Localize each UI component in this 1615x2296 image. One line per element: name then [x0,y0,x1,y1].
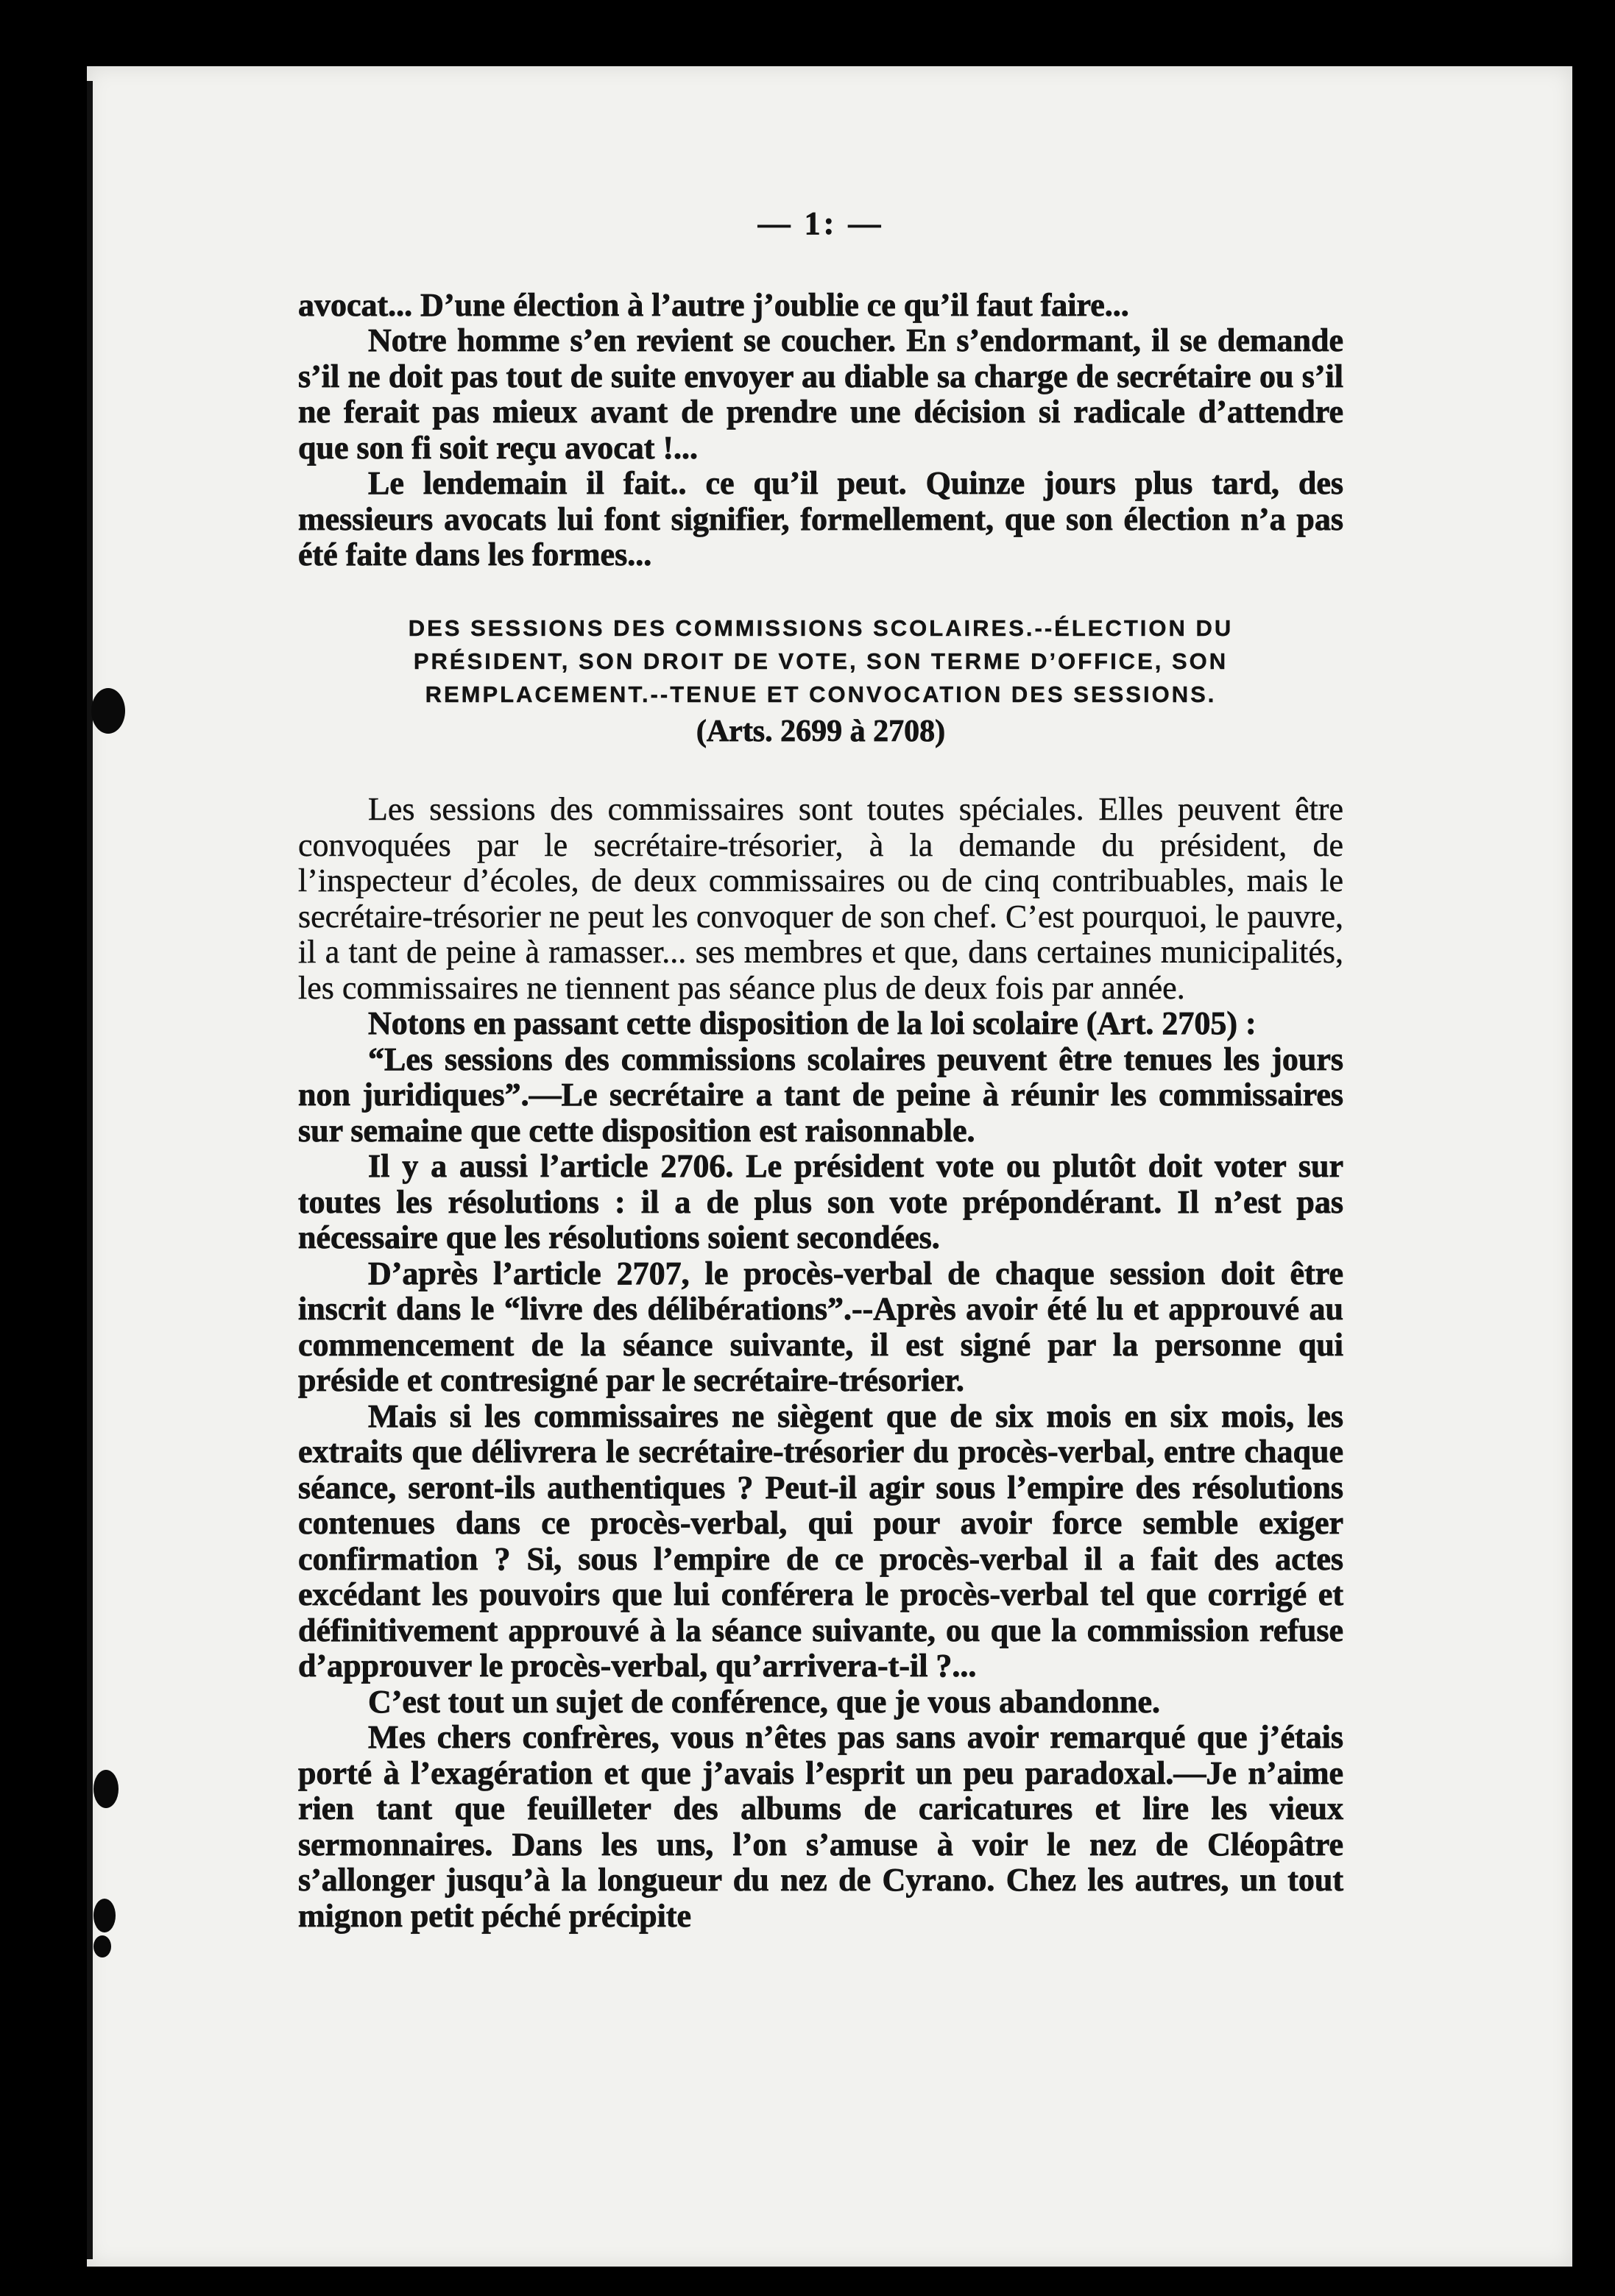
paragraph: Mais si les commissaires ne siègent que de six mois en six mois, les extraits que délivrera le secrétaire-trésorier du procès-verbal, entre chaque séance, seront-ils authentiques ? Peut-il agir sous l’empire des résolutions contenues dans ce procès-verbal, qui pour avoir force semble exiger confirmation ? Si, sous l’empire de ce procès-verbal il a fait des actes excédant les pouvoirs que lui conférera le procès-verbal tel que corrigé et définitivement approuvé à la séance suivante, ou que la commission refuse d’approuver le procès-verbal, qu’arrivera-t-il ?... [298,1397,1343,1684]
paragraph: Notons en passant cette disposition de la loi scolaire (Art. 2705) : [368,1005,1257,1041]
paragraph: D’après l’article 2707, le procès-verbal de chaque session doit être inscrit dans le “livre des délibérations”.--Après avoir été lu et approuvé au commencement de la séance suivante, il est signé par la personne qui préside et contresigné par le secrétaire-trésorier. [298,1255,1343,1398]
section-heading: DES SESSIONS DES COMMISSIONS SCOLAIRES.--ÉLECTION DU PRÉSIDENT, SON DROIT DE VOTE, SON TERME D’OFFICE, SON REMPLACEMENT.--TENUE ET CONVOCATION DES SESSIONS. [408,614,1234,707]
page-number: — 1: — [757,205,884,241]
binding-edge [87,81,93,2259]
ink-blot [91,688,125,734]
paragraph: Les sessions des commissaires sont toutes spéciales. Elles peuvent être convoquées par le secrétaire-trésorier, à la demande du président, de l’inspecteur d’écoles, de deux commissaires ou de cinq contribuables, mais le secrétaire-trésorier ne peut les convoquer de son chef. C’est pourquoi, le pauvre, il a tant de peine à ramasser... ses membres et que, dans certaines municipalités, les commissaires ne tiennent pas séance plus de deux fois par année. [298,791,1343,1006]
paragraph: Il y a aussi l’article 2706. Le président vote ou plutôt doit voter sur toutes les résolutions : il a de plus son vote prépondérant. Il n’est pas nécessaire que les résolutions soient secondées. [298,1148,1343,1255]
paragraph: Le lendemain il fait.. ce qu’il peut. Quinze jours plus tard, des messieurs avocats lui font signifier, formellement, que son élection n’a pas été faite dans les formes... [298,465,1343,573]
page-text [298,206,1343,1934]
paragraph: Mes chers confrères, vous n’êtes pas sans avoir remarqué que j’étais porté à l’exagération et que j’avais l’esprit un peu paradoxal.—Je n’aime rien tant que feuilleter des albums de caricatures et lire les vieux sermonnaires. Dans les uns, l’on s’amuse à voir le nez de Cléopâtre s’allonger jusqu’à la longueur du nez de Cyrano. Chez les autres, un tout mignon petit péché précipite [298,1719,1343,1934]
paragraph: Notre homme s’en revient se coucher. En s’endormant, il se demande s’il ne doit pas tout de suite envoyer au diable sa charge de secrétaire ou s’il ne ferait pas mieux avant de prendre une décision si radicale d’attendre que son fi soit reçu avocat !... [298,322,1343,466]
ink-blot [93,1770,119,1808]
ink-blot [93,1935,111,1957]
section-articles: (Arts. 2699 à 2708) [696,714,946,748]
paragraph: avocat... D’une élection à l’autre j’oublie ce qu’il faut faire... [298,286,1129,323]
quoted-paragraph: “Les sessions des commissions scolaires peuvent être tenues les jours non juridiques”.—Le secrétaire a tant de peine à réunir les commissaires sur semaine que cette disposition est raisonnable. [298,1041,1343,1149]
paragraph: C’est tout un sujet de conférence, que je vous abandonne. [368,1683,1160,1720]
ink-blot [93,1899,116,1932]
